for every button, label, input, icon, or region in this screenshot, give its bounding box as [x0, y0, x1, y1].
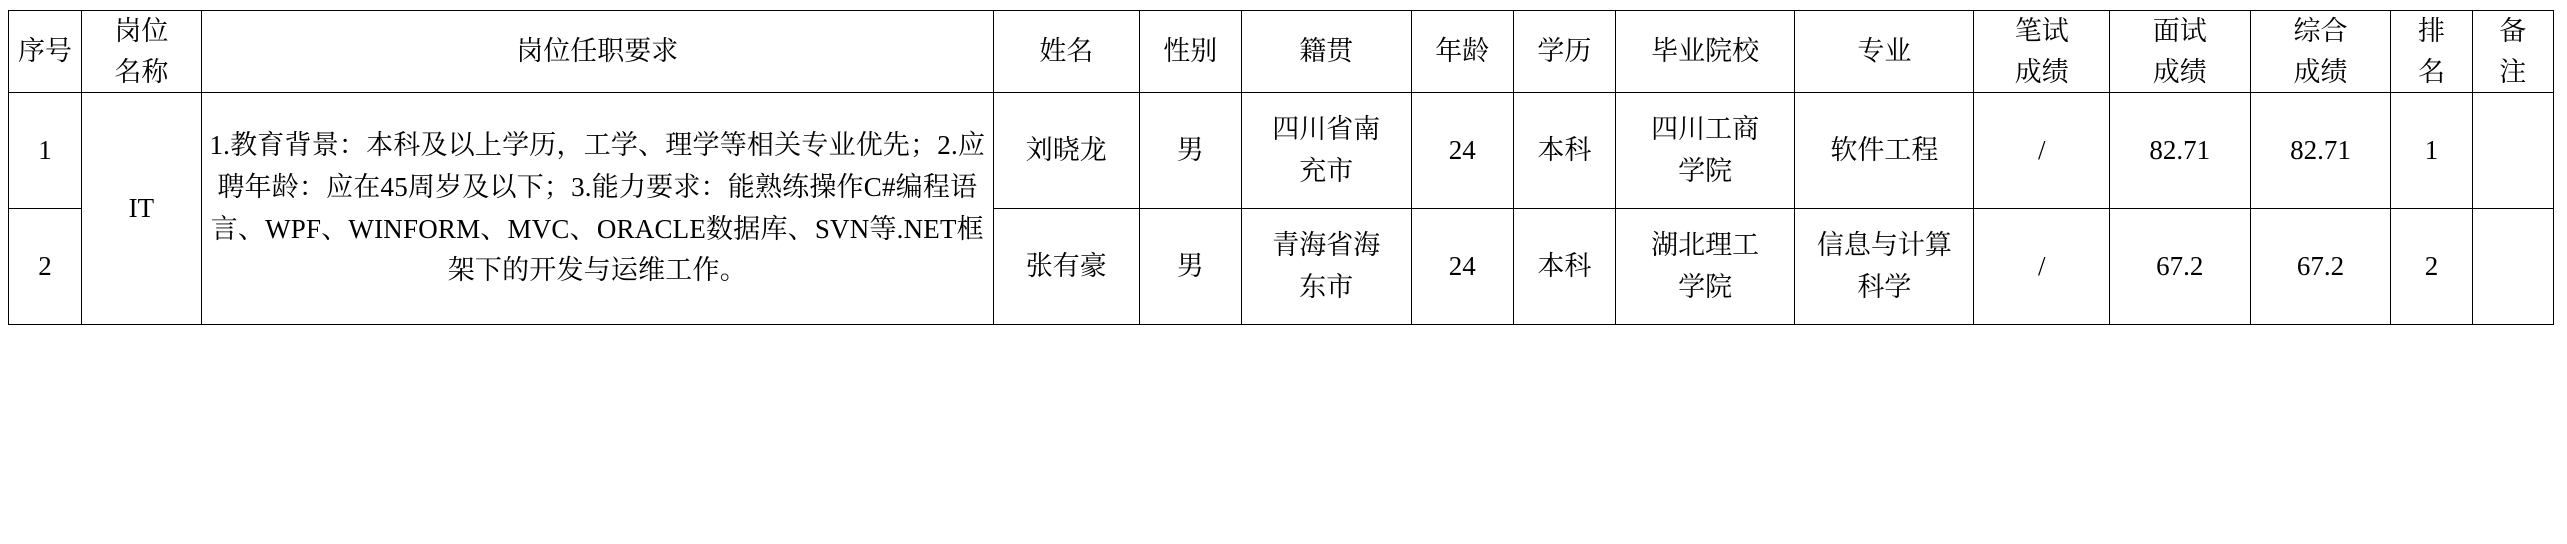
cell-overall-score: 82.71 [2250, 93, 2391, 209]
header-gender: 性别 [1139, 11, 1241, 93]
header-native-place: 籍贯 [1241, 11, 1411, 93]
cell-rank: 2 [2391, 209, 2472, 325]
header-written-score: 笔试 成绩 [1974, 11, 2109, 93]
header-seq: 序号 [9, 11, 82, 93]
header-post-name: 岗位 名称 [81, 11, 201, 93]
cell-candidate-name: 张有豪 [993, 209, 1139, 325]
cell-candidate-name: 刘晓龙 [993, 93, 1139, 209]
header-age: 年龄 [1411, 11, 1513, 93]
recruitment-results-table [8, 10, 2554, 325]
header-candidate-name: 姓名 [993, 11, 1139, 93]
table-row [9, 93, 2554, 209]
cell-school: 四川工商 学院 [1615, 93, 1794, 209]
table-header-row [9, 11, 2554, 93]
header-interview-score: 面试 成绩 [2109, 11, 2250, 93]
cell-remark [2472, 209, 2553, 325]
cell-post-requirements: 1.教育背景：本科及以上学历，工学、理学等相关专业优先；2.应聘年龄：应在45周岁及以下；3.能力要求：能熟练操作C#编程语言、WPF、WINFORM、MVC、ORACLE数据库、SVN等.NET框架下的开发与运维工作。 [201, 93, 993, 325]
cell-education: 本科 [1513, 93, 1615, 209]
cell-major: 信息与计算 科学 [1795, 209, 1974, 325]
header-rank: 排 名 [2391, 11, 2472, 93]
cell-post-name: IT [81, 93, 201, 325]
cell-age: 24 [1411, 93, 1513, 209]
cell-gender: 男 [1139, 209, 1241, 325]
header-major: 专业 [1795, 11, 1974, 93]
cell-interview-score: 82.71 [2109, 93, 2250, 209]
cell-seq: 1 [9, 93, 82, 209]
header-education: 学历 [1513, 11, 1615, 93]
header-remark: 备 注 [2472, 11, 2553, 93]
cell-remark [2472, 93, 2553, 209]
cell-major: 软件工程 [1795, 93, 1974, 209]
cell-education: 本科 [1513, 209, 1615, 325]
header-post-requirements: 岗位任职要求 [201, 11, 993, 93]
table-body [9, 93, 2554, 325]
cell-age: 24 [1411, 209, 1513, 325]
cell-overall-score: 67.2 [2250, 209, 2391, 325]
cell-written-score: / [1974, 209, 2109, 325]
table-header [9, 11, 2554, 93]
header-school: 毕业院校 [1615, 11, 1794, 93]
cell-seq: 2 [9, 209, 82, 325]
cell-school: 湖北理工 学院 [1615, 209, 1794, 325]
cell-native-place: 四川省南 充市 [1241, 93, 1411, 209]
cell-native-place: 青海省海 东市 [1241, 209, 1411, 325]
cell-rank: 1 [2391, 93, 2472, 209]
header-overall-score: 综合 成绩 [2250, 11, 2391, 93]
cell-interview-score: 67.2 [2109, 209, 2250, 325]
cell-gender: 男 [1139, 93, 1241, 209]
cell-written-score: / [1974, 93, 2109, 209]
